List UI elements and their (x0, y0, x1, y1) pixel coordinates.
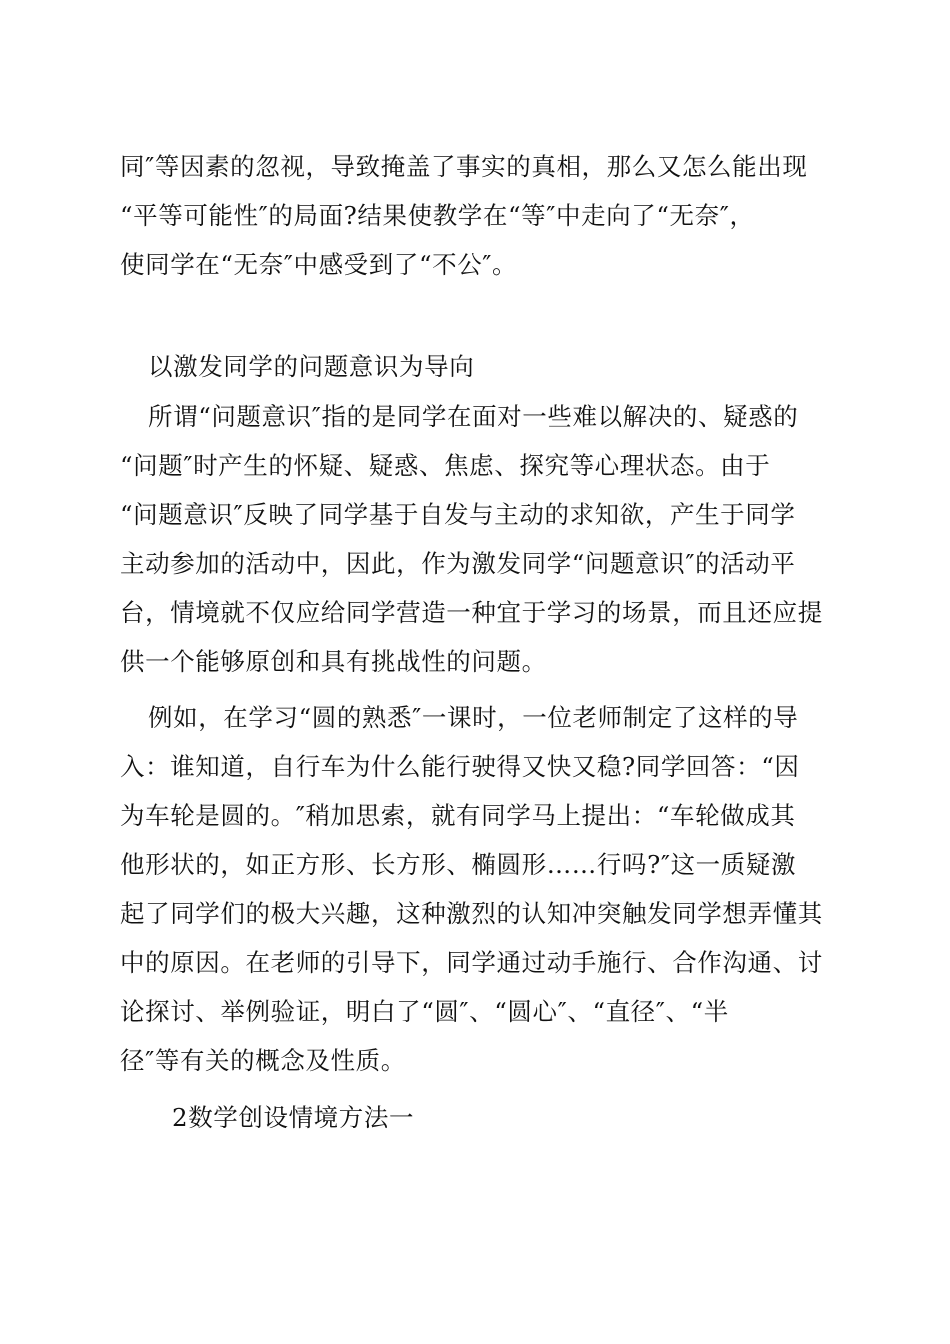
text-line: 起了同学们的极大兴趣，这种激烈的认知冲突触发同学想弄懂其 (120, 899, 823, 928)
text-line: 他形状的，如正方形、长方形、椭圆形……行吗?″这一质疑激 (120, 850, 797, 879)
section-heading: 以激发同学的问题意识为导向 (148, 352, 475, 381)
text-line: 例如，在学习“圆的熟悉″一课时，一位老师制定了这样的导 (148, 703, 799, 732)
section-heading: 2数学创设情境方法一 (172, 1103, 415, 1132)
text-line: “问题意识″反映了同学基于自发与主动的求知欲，产生于同学 (120, 500, 796, 529)
text-line: 使同学在“无奈″中感受到了“不公″。 (120, 250, 518, 279)
text-line: 为车轮是圆的。″稍加思索，就有同学马上提出：“车轮做成其 (120, 801, 796, 830)
text-line: 论探讨、举例验证，明白了“圆″、“圆心″、“直径″、“半 (120, 997, 729, 1026)
text-line: 所谓“问题意识″指的是同学在面对一些难以解决的、疑惑的 (148, 402, 799, 431)
text-line: 供一个能够原创和具有挑战性的问题。 (120, 647, 547, 676)
text-line: “平等可能性″的局面?结果使教学在“等″中走向了“无奈″， (120, 201, 755, 230)
text-line: 中的原因。在老师的引导下，同学通过动手施行、合作沟通、讨 (120, 948, 823, 977)
text-line: 入：谁知道，自行车为什么能行驶得又快又稳?同学回答：“因 (120, 752, 800, 781)
text-line: 台，情境就不仅应给同学营造一种宜于学习的场景，而且还应提 (120, 598, 823, 627)
text-line: 径″等有关的概念及性质。 (120, 1046, 406, 1075)
text-line: 主动参加的活动中，因此，作为激发同学“问题意识″的活动平 (120, 549, 796, 578)
text-line: “问题″时产生的怀疑、疑惑、焦虑、探究等心理状态。由于 (120, 451, 771, 480)
text-line: 同″等因素的忽视，导致掩盖了事实的真相，那么又怎么能出现 (120, 152, 808, 181)
